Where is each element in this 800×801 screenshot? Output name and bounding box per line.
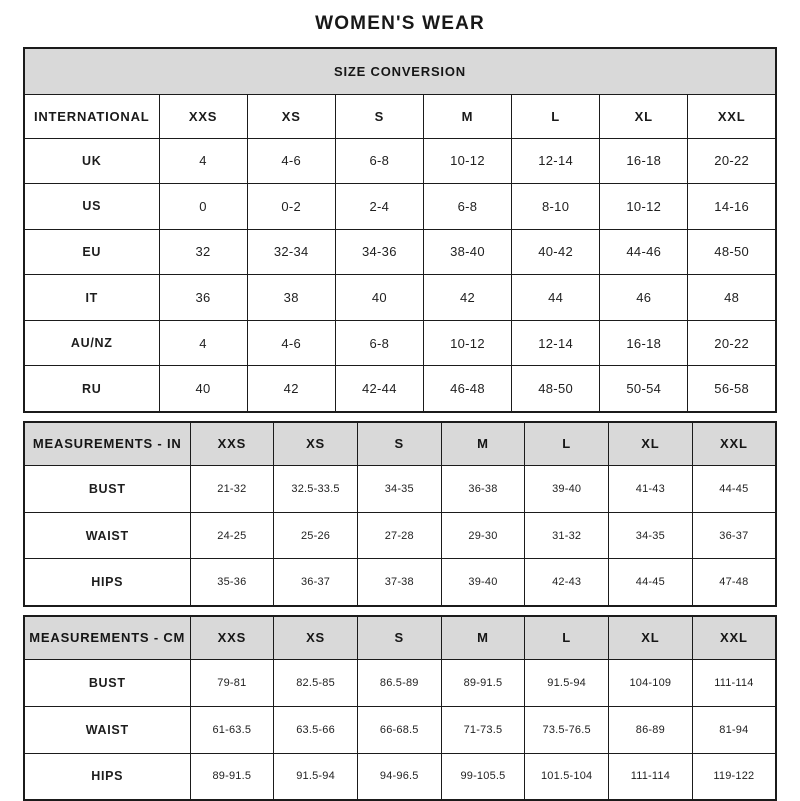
table-row [24,275,776,321]
value-cell: 34-36 [335,229,423,275]
value-cell: 34-35 [357,466,441,513]
column-header: XL [609,616,693,660]
column-header: XS [274,616,358,660]
table-row [24,660,776,707]
row-label: HIPS [24,753,190,800]
value-cell: 6-8 [335,138,423,184]
value-cell: 32-34 [247,229,335,275]
table-row [24,229,776,275]
value-cell: 39-40 [525,466,609,513]
value-cell: 24-25 [190,512,274,559]
column-header: XL [600,94,688,138]
table-row [24,466,776,513]
column-header: L [525,616,609,660]
column-header: XL [609,422,693,466]
value-cell: 34-35 [609,512,693,559]
column-header: INTERNATIONAL [24,94,159,138]
value-cell: 16-18 [600,138,688,184]
row-label: EU [24,229,159,275]
measurements-in-table [23,421,777,607]
table-row [24,320,776,366]
table-title-cell: MEASUREMENTS - CM [24,616,190,660]
value-cell: 4-6 [247,320,335,366]
value-cell: 36-37 [274,559,358,606]
value-cell: 37-38 [357,559,441,606]
value-cell: 91.5-94 [274,753,358,800]
column-header-row [24,94,776,138]
value-cell: 27-28 [357,512,441,559]
value-cell: 36-37 [692,512,776,559]
column-header: S [357,616,441,660]
column-header: M [423,94,511,138]
column-header: XS [274,422,358,466]
value-cell: 38-40 [423,229,511,275]
value-cell: 4 [159,320,247,366]
value-cell: 6-8 [335,320,423,366]
value-cell: 111-114 [609,753,693,800]
table-row [24,366,776,412]
row-label: BUST [24,466,190,513]
value-cell: 40 [159,366,247,412]
value-cell: 38 [247,275,335,321]
table-row [24,184,776,230]
value-cell: 10-12 [423,138,511,184]
value-cell: 71-73.5 [441,706,525,753]
value-cell: 50-54 [600,366,688,412]
table-title-band: SIZE CONVERSION [24,48,776,94]
value-cell: 40 [335,275,423,321]
value-cell: 12-14 [512,138,600,184]
value-cell: 6-8 [423,184,511,230]
row-label: IT [24,275,159,321]
value-cell: 10-12 [600,184,688,230]
value-cell: 89-91.5 [190,753,274,800]
value-cell: 94-96.5 [357,753,441,800]
table-row [24,138,776,184]
table-row [24,559,776,606]
value-cell: 10-12 [423,320,511,366]
column-header: XXL [692,616,776,660]
value-cell: 99-105.5 [441,753,525,800]
row-label: WAIST [24,706,190,753]
value-cell: 4-6 [247,138,335,184]
value-cell: 101.5-104 [525,753,609,800]
row-label: UK [24,138,159,184]
value-cell: 20-22 [688,320,776,366]
row-label: US [24,184,159,230]
value-cell: 35-36 [190,559,274,606]
value-cell: 79-81 [190,660,274,707]
column-header: XXL [692,422,776,466]
value-cell: 36 [159,275,247,321]
column-header: S [357,422,441,466]
value-cell: 47-48 [692,559,776,606]
column-header-row [24,422,776,466]
value-cell: 44-45 [609,559,693,606]
table-row [24,512,776,559]
value-cell: 40-42 [512,229,600,275]
value-cell: 66-68.5 [357,706,441,753]
table-row [24,753,776,800]
value-cell: 0 [159,184,247,230]
column-header: M [441,422,525,466]
column-header: XS [247,94,335,138]
value-cell: 29-30 [441,512,525,559]
value-cell: 48-50 [688,229,776,275]
row-label: RU [24,366,159,412]
value-cell: 81-94 [692,706,776,753]
value-cell: 4 [159,138,247,184]
column-header: XXS [159,94,247,138]
column-header: M [441,616,525,660]
value-cell: 32.5-33.5 [274,466,358,513]
value-cell: 14-16 [688,184,776,230]
value-cell: 0-2 [247,184,335,230]
value-cell: 44 [512,275,600,321]
value-cell: 119-122 [692,753,776,800]
page-title: WOMEN'S WEAR [315,13,485,34]
column-header: XXS [190,422,274,466]
row-label: HIPS [24,559,190,606]
value-cell: 48 [688,275,776,321]
value-cell: 21-32 [190,466,274,513]
column-header: L [525,422,609,466]
value-cell: 25-26 [274,512,358,559]
row-label: AU/NZ [24,320,159,366]
measurements-cm-table [23,615,777,801]
value-cell: 46 [600,275,688,321]
value-cell: 73.5-76.5 [525,706,609,753]
column-header: XXL [688,94,776,138]
table-title-row [24,48,776,94]
table-title-cell: MEASUREMENTS - IN [24,422,190,466]
value-cell: 16-18 [600,320,688,366]
table-row [24,706,776,753]
value-cell: 111-114 [692,660,776,707]
column-header-row [24,616,776,660]
size-conversion-table [23,47,777,413]
value-cell: 41-43 [609,466,693,513]
value-cell: 2-4 [335,184,423,230]
value-cell: 42 [247,366,335,412]
value-cell: 48-50 [512,366,600,412]
column-header: S [335,94,423,138]
value-cell: 46-48 [423,366,511,412]
value-cell: 86-89 [609,706,693,753]
column-header: XXS [190,616,274,660]
value-cell: 91.5-94 [525,660,609,707]
value-cell: 32 [159,229,247,275]
column-header: L [512,94,600,138]
row-label: WAIST [24,512,190,559]
value-cell: 44-45 [692,466,776,513]
value-cell: 36-38 [441,466,525,513]
value-cell: 63.5-66 [274,706,358,753]
value-cell: 42-44 [335,366,423,412]
value-cell: 44-46 [600,229,688,275]
value-cell: 42 [423,275,511,321]
value-cell: 31-32 [525,512,609,559]
value-cell: 8-10 [512,184,600,230]
value-cell: 61-63.5 [190,706,274,753]
value-cell: 42-43 [525,559,609,606]
value-cell: 89-91.5 [441,660,525,707]
value-cell: 86.5-89 [357,660,441,707]
value-cell: 56-58 [688,366,776,412]
value-cell: 20-22 [688,138,776,184]
value-cell: 104-109 [609,660,693,707]
value-cell: 39-40 [441,559,525,606]
value-cell: 12-14 [512,320,600,366]
value-cell: 82.5-85 [274,660,358,707]
row-label: BUST [24,660,190,707]
